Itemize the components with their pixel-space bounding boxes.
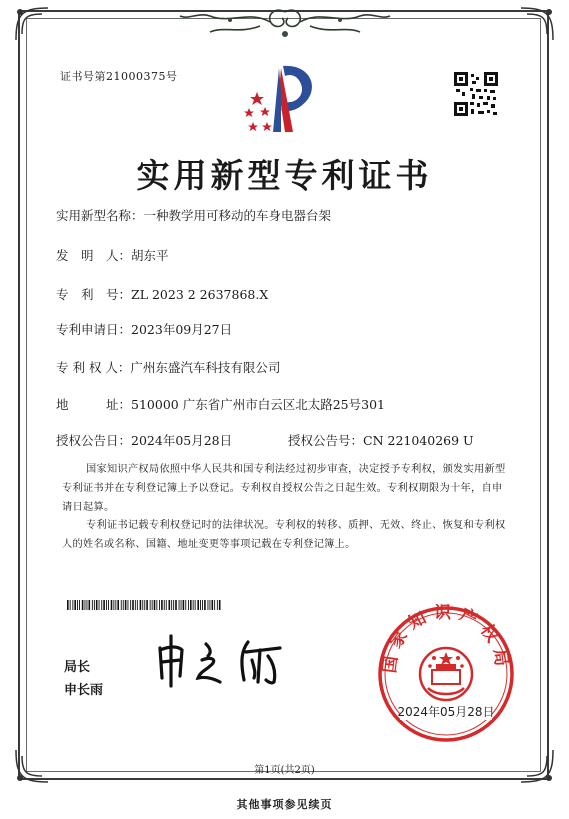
barcode-bar (130, 600, 131, 610)
page-indicator: 第1页(共2页) (254, 765, 315, 776)
barcode-bar (173, 600, 174, 610)
barcode-bar (161, 600, 163, 610)
barcode-bar (188, 600, 189, 610)
barcode-bar (179, 600, 180, 610)
barcode-bar (135, 600, 136, 610)
field-address (56, 395, 385, 413)
barcode-bar (74, 600, 76, 610)
national-emblem-icon (420, 648, 472, 700)
barcode-bar (132, 600, 134, 610)
barcode-bar (208, 600, 209, 610)
barcode-bar (125, 600, 127, 610)
field-label: 授权公告日： (56, 433, 132, 448)
barcode-bar (85, 600, 86, 610)
field-patent-number (56, 285, 268, 303)
field-label: 专 利 号： (56, 287, 132, 302)
barcode-bar (113, 600, 114, 610)
certificate-title: 实用新型专利证书 (136, 156, 433, 195)
barcode-bar (111, 600, 113, 610)
cnipa-logo (235, 62, 325, 137)
barcode-bar (175, 600, 177, 610)
field-label: 授权公告号： (288, 433, 364, 448)
barcode-bar (181, 600, 182, 610)
barcode-bar (193, 600, 194, 610)
barcode-bar (185, 600, 186, 610)
field-value: 2024年05月28日 (131, 433, 233, 448)
grant-statement-paragraph: 国家知识产权局依照中华人民共和国专利法经过初步审查，决定授予专利权，颁发实用新型专利证书并在专利登记簿上予以登记。专利权自授权公告之日起生效。专利权期限为十年，自申请日起算。 (62, 464, 506, 513)
handwritten-signature (150, 630, 295, 690)
barcode-bar (142, 600, 143, 610)
field-grant-number (288, 431, 474, 449)
barcode-bar (87, 600, 88, 610)
corner-ornament-tl (12, 4, 52, 44)
barcode-bar (190, 600, 192, 610)
seal-text: 国家知识产权局 (380, 604, 512, 675)
barcode-bar (108, 600, 109, 610)
field-value: 胡东平 (131, 248, 169, 263)
field-label: 发 明 人： (56, 248, 132, 263)
barcode-bar (166, 600, 167, 610)
barcode-bar (202, 600, 203, 610)
barcode-bar (171, 600, 172, 610)
barcode-bar (219, 600, 221, 610)
field-value: 一种教学用可移动的车身电器台架 (143, 208, 332, 223)
field-label: 地 址： (56, 397, 132, 412)
barcode-bar (72, 600, 73, 610)
qr-code (454, 72, 498, 116)
director-name: 申长雨 (64, 683, 104, 698)
barcode-bar (197, 600, 199, 610)
barcode-bar (195, 600, 196, 610)
field-label: 专利申请日： (56, 322, 132, 337)
barcode-bar (144, 600, 145, 610)
barcode-bar (89, 600, 91, 610)
field-value: ZL 2023 2 2637868.X (131, 287, 269, 302)
barcode-bar (94, 600, 95, 610)
barcode-bar (169, 600, 171, 610)
barcode-bar (150, 600, 151, 610)
barcode-bar (123, 600, 124, 610)
barcode-bar (117, 600, 119, 610)
continuation-note: 其他事项参见续页 (236, 798, 333, 811)
barcode-bar (154, 600, 156, 610)
field-patentee (56, 358, 280, 376)
barcode-bar (121, 600, 122, 610)
barcode-bar (99, 600, 100, 610)
legal-status-paragraph: 专利证书记载专利权登记时的法律状况。专利权的转移、质押、无效、终止、恢复和专利权人的姓名或名称、国籍、地址变更等事项记载在专利登记簿上。 (62, 520, 506, 550)
official-seal (376, 604, 516, 744)
barcode-bar (106, 600, 107, 610)
barcode-bar (183, 600, 185, 610)
barcode-bar (67, 600, 69, 610)
field-value: 510000 广东省广州市白云区北太路25号301 (131, 397, 385, 412)
barcode-bar (137, 600, 138, 610)
barcode-bar (210, 600, 211, 610)
barcode-bar (217, 600, 218, 610)
barcode-bar (164, 600, 165, 610)
barcode-bar (92, 600, 93, 610)
barcode-bar (70, 600, 71, 610)
field-label: 实用新型名称： (56, 208, 144, 223)
barcode-bar (96, 600, 98, 610)
barcode-bar (159, 600, 160, 610)
barcode-bar (146, 600, 148, 610)
barcode-bar (212, 600, 214, 610)
barcode-bar (103, 600, 105, 610)
director-title: 局长 (64, 660, 91, 675)
barcode-bar (101, 600, 102, 610)
svg-text:国家知识产权局 (380, 604, 512, 674)
field-label: 专 利 权 人： (56, 360, 131, 375)
field-inventor (56, 246, 169, 264)
field-utility-model-name (56, 206, 331, 224)
field-value: 广州东盛汽车科技有限公司 (130, 360, 281, 375)
seal-date: 2024年05月28日 (397, 705, 495, 719)
barcode-bar (128, 600, 129, 610)
barcode-bar (156, 600, 157, 610)
field-grant-date (56, 431, 232, 449)
certificate-number: 证书号第21000375号 (60, 70, 178, 83)
barcode-bar (200, 600, 201, 610)
barcode-bar (79, 600, 80, 610)
barcode-bar (82, 600, 84, 610)
field-value: CN 221040269 U (363, 433, 474, 448)
barcode-bar (204, 600, 206, 610)
field-application-date (56, 320, 232, 338)
barcode-bar (77, 600, 78, 610)
barcode-bar (214, 600, 215, 610)
corner-ornament-tr (517, 4, 557, 44)
barcode (67, 600, 223, 610)
barcode-bar (140, 600, 142, 610)
barcode-bar (115, 600, 116, 610)
barcode-bar (152, 600, 153, 610)
top-ornament (170, 4, 400, 44)
field-value: 2023年09月27日 (131, 322, 233, 337)
